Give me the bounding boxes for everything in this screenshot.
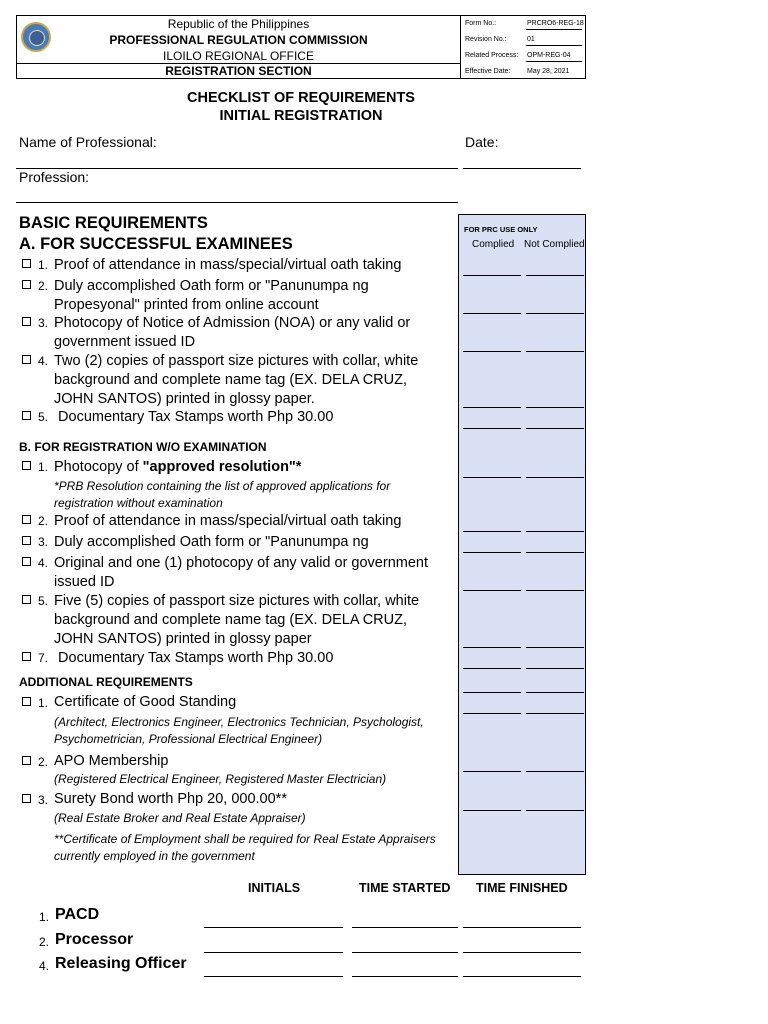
checkbox-add2[interactable]: [22, 756, 31, 765]
item-number: 5.: [38, 594, 49, 608]
checkbox-add3[interactable]: [22, 794, 31, 803]
add-item-2-text: APO Membership: [54, 753, 169, 769]
signoff-number: 4.: [39, 959, 50, 973]
releasing-initials-line[interactable]: [204, 976, 343, 977]
basic-requirements-heading: BASIC REQUIREMENTS: [19, 214, 208, 232]
checkbox-b5[interactable]: [22, 595, 31, 604]
meta-form-value: PRCRO6-REG-18: [527, 20, 584, 27]
add-item-3-note: (Real Estate Broker and Real Estate Appraiser): [54, 811, 306, 825]
item-number: 4.: [38, 354, 49, 368]
footnote-cont: currently employed in the government: [54, 849, 255, 863]
item-number: 3.: [38, 793, 49, 807]
item-b5-text: Five (5) copies of passport size pictures with collar, white: [54, 593, 420, 609]
checkbox-add1[interactable]: [22, 697, 31, 706]
processor-time-finished-line[interactable]: [463, 952, 581, 953]
item-number: 2.: [38, 755, 49, 769]
item-b5-text-cont2: JOHN SANTOS) printed in glossy paper: [54, 631, 312, 647]
section-a-heading: A. FOR SUCCESSFUL EXAMINEES: [19, 235, 293, 253]
page-subtitle: INITIAL REGISTRATION: [219, 108, 383, 124]
add-item-1-text: Certificate of Good Standing: [54, 694, 237, 710]
additional-requirements-heading: ADDITIONAL REQUIREMENTS: [19, 675, 193, 689]
item-a2-text-cont: Propesyonal" printed from online account: [54, 297, 319, 313]
processor-initials-line[interactable]: [204, 952, 343, 953]
signoff-processor-label: Processor: [55, 931, 134, 948]
item-number: 5.: [38, 410, 49, 424]
item-b1-bold: "approved resolution"*: [142, 459, 302, 475]
meta-date-label: Effective Date:: [465, 68, 511, 75]
item-a4-text: Two (2) copies of passport size pictures with collar, white: [54, 353, 419, 369]
signoff-number: 2.: [39, 935, 50, 949]
meta-revision-label: Revision No.:: [465, 36, 507, 43]
add-item-1-note: (Architect, Electronics Engineer, Electronics Technician, Psychologist,: [54, 715, 424, 729]
pacd-time-finished-line[interactable]: [463, 927, 581, 928]
meta-revision-value: 01: [527, 36, 535, 43]
initials-column-header: INITIALS: [248, 881, 301, 895]
item-number: 7.: [38, 651, 49, 665]
releasing-time-finished-line[interactable]: [463, 976, 581, 977]
item-a3-text: Photocopy of Notice of Admission (NOA) or any valid or: [54, 315, 411, 331]
item-number: 1.: [38, 696, 49, 710]
pacd-initials-line[interactable]: [204, 927, 343, 928]
profession-field-line[interactable]: [16, 202, 458, 203]
item-b7-text: Documentary Tax Stamps worth Php 30.00: [54, 650, 334, 666]
time-started-column-header: TIME STARTED: [359, 881, 451, 895]
checkbox-b1[interactable]: [22, 461, 31, 470]
date-label: Date:: [465, 134, 499, 150]
item-b4-text: Original and one (1) photocopy of any valid or government: [54, 555, 428, 571]
item-b5-text-cont: background and complete name tag (EX. DELA CRUZ,: [54, 612, 408, 628]
section-b-heading: B. FOR REGISTRATION W/O EXAMINATION: [19, 440, 267, 454]
header-office: ILOILO REGIONAL OFFICE: [163, 49, 314, 63]
checkbox-b3[interactable]: [22, 536, 31, 545]
signoff-releasing-officer-label: Releasing Officer: [55, 955, 187, 972]
checkbox-b2[interactable]: [22, 515, 31, 524]
item-a4-text-cont: background and complete name tag (EX. DELA CRUZ,: [54, 372, 408, 388]
signoff-number: 1.: [39, 910, 50, 924]
item-a3-text-cont: government issued ID: [54, 334, 196, 350]
checkbox-b7[interactable]: [22, 652, 31, 661]
checkbox-a5[interactable]: [22, 411, 31, 420]
form-header: [16, 15, 586, 79]
checkbox-a3[interactable]: [22, 317, 31, 326]
meta-process-label: Related Process:: [465, 52, 519, 59]
not-complied-column-header: Not Complied: [524, 239, 585, 250]
item-number: 2.: [38, 279, 49, 293]
header-commission: PROFESSIONAL REGULATION COMMISSION: [109, 33, 368, 47]
profession-label: Profession:: [19, 169, 90, 185]
meta-process-value: OPM-REG-04: [527, 52, 571, 59]
header-section: REGISTRATION SECTION: [165, 64, 312, 78]
processor-time-started-line[interactable]: [352, 952, 458, 953]
checkbox-b4[interactable]: [22, 557, 31, 566]
item-a1-text: Proof of attendance in mass/special/virtual oath taking: [54, 257, 402, 273]
item-number: 1.: [38, 258, 49, 272]
item-b1-text: [54, 458, 301, 477]
item-b3-text: Duly accomplished Oath form or "Panunumpa ng: [54, 534, 369, 550]
item-number: 1.: [38, 460, 49, 474]
item-b1-note: *PRB Resolution containing the list of approved applications for: [54, 479, 391, 493]
date-field-line[interactable]: [463, 168, 581, 169]
item-b2-text: Proof of attendance in mass/special/virtual oath taking: [54, 513, 402, 529]
checkbox-a1[interactable]: [22, 259, 31, 268]
prc-use-label: FOR PRC USE ONLY: [464, 225, 538, 234]
name-label: Name of Professional:: [19, 134, 157, 150]
meta-form-label: Form No.:: [465, 20, 497, 27]
item-number: 3.: [38, 535, 49, 549]
item-b4-text-cont: issued ID: [54, 574, 115, 590]
item-number: 3.: [38, 316, 49, 330]
checkbox-a4[interactable]: [22, 355, 31, 364]
item-number: 2.: [38, 514, 49, 528]
header-title-block: [17, 16, 461, 78]
add-item-2-note: (Registered Electrical Engineer, Registered Master Electrician): [54, 772, 387, 786]
complied-column-header: Complied: [472, 239, 515, 250]
add-item-3-text: Surety Bond worth Php 20, 000.00**: [54, 791, 287, 807]
item-a2-text: Duly accomplished Oath form or "Panunumpa ng: [54, 278, 369, 294]
header-republic: Republic of the Philippines: [167, 17, 310, 31]
pacd-time-started-line[interactable]: [352, 927, 458, 928]
checkbox-a2[interactable]: [22, 280, 31, 289]
footnote: **Certificate of Employment shall be required for Real Estate Appraisers: [54, 832, 436, 846]
signoff-pacd-label: PACD: [55, 906, 100, 923]
item-number: 4.: [38, 556, 49, 570]
item-b1-note-cont: registration without examination: [54, 496, 223, 510]
item-a4-text-cont2: JOHN SANTOS) printed in glossy paper.: [54, 391, 315, 407]
add-item-1-note-cont: Psychometrician, Professional Electrical Engineer): [54, 732, 323, 746]
meta-date-value: May 28, 2021: [527, 68, 570, 75]
page-title: CHECKLIST OF REQUIREMENTS: [187, 90, 415, 106]
item-b1-prefix: Photocopy of: [54, 459, 143, 475]
item-a5-text: Documentary Tax Stamps worth Php 30.00: [54, 409, 334, 425]
time-finished-column-header: TIME FINISHED: [476, 881, 568, 895]
releasing-time-started-line[interactable]: [352, 976, 458, 977]
